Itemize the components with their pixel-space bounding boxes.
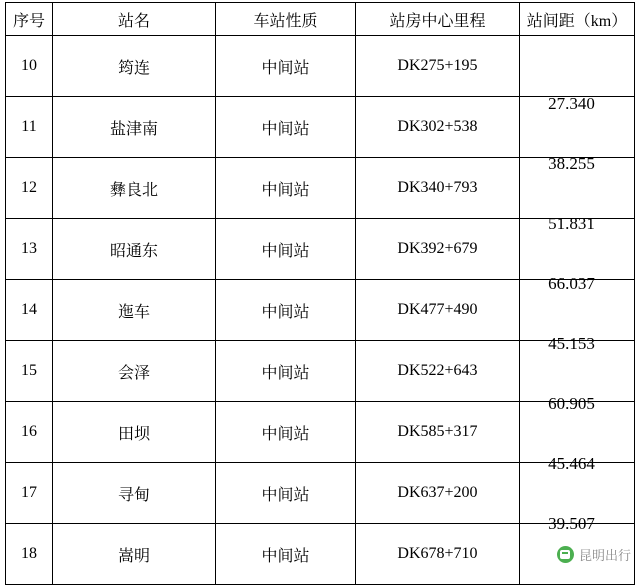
cell-distance-spacer — [520, 280, 635, 341]
cell-type: 中间站 — [216, 158, 356, 219]
wechat-account-icon — [557, 546, 574, 563]
cell-type: 中间站 — [216, 280, 356, 341]
cell-seq: 11 — [6, 97, 53, 158]
cell-distance-spacer — [520, 219, 635, 280]
cell-distance-spacer — [520, 402, 635, 463]
table-row — [6, 158, 635, 219]
cell-name: 会泽 — [53, 341, 216, 402]
table-body — [6, 36, 635, 585]
cell-name: 筠连 — [53, 36, 216, 97]
distance-value: 45.464 — [548, 454, 595, 473]
header-cell-mileage: 站房中心里程 — [356, 3, 520, 36]
cell-name: 寻甸 — [53, 463, 216, 524]
cell-seq: 10 — [6, 36, 53, 97]
cell-distance-spacer — [520, 158, 635, 219]
distance-value: 38.255 — [548, 154, 595, 173]
station-table — [5, 2, 635, 585]
cell-distance-spacer — [520, 341, 635, 402]
header-row — [6, 3, 635, 36]
cell-mileage: DK585+317 — [356, 402, 520, 463]
table-row — [6, 97, 635, 158]
cell-name: 彝良北 — [53, 158, 216, 219]
cell-type: 中间站 — [216, 402, 356, 463]
cell-type: 中间站 — [216, 97, 356, 158]
cell-seq: 18 — [6, 524, 53, 585]
cell-mileage: DK477+490 — [356, 280, 520, 341]
station-table-sheet — [5, 2, 634, 568]
cell-mileage: DK522+643 — [356, 341, 520, 402]
cell-distance-spacer — [520, 36, 635, 97]
table-row — [6, 280, 635, 341]
cell-name: 田坝 — [53, 402, 216, 463]
table-row — [6, 341, 635, 402]
cell-mileage: DK678+710 — [356, 524, 520, 585]
cell-seq: 12 — [6, 158, 53, 219]
table-row — [6, 219, 635, 280]
cell-name: 嵩明 — [53, 524, 216, 585]
cell-type: 中间站 — [216, 341, 356, 402]
distance-value: 45.153 — [548, 334, 595, 353]
cell-name: 昭通东 — [53, 219, 216, 280]
distance-value: 60.905 — [548, 394, 595, 413]
table-header — [6, 3, 635, 36]
cell-type: 中间站 — [216, 524, 356, 585]
distance-value: 66.037 — [548, 274, 595, 293]
cell-mileage: DK392+679 — [356, 219, 520, 280]
cell-seq: 17 — [6, 463, 53, 524]
cell-type: 中间站 — [216, 463, 356, 524]
table-row — [6, 402, 635, 463]
cell-type: 中间站 — [216, 36, 356, 97]
cell-name: 盐津南 — [53, 97, 216, 158]
cell-name: 迤车 — [53, 280, 216, 341]
header-cell-seq: 序号 — [6, 3, 53, 36]
cell-seq: 14 — [6, 280, 53, 341]
table-row — [6, 463, 635, 524]
cell-type: 中间站 — [216, 219, 356, 280]
distance-value: 51.831 — [548, 214, 595, 233]
table-row — [6, 36, 635, 97]
cell-mileage: DK302+538 — [356, 97, 520, 158]
cell-distance-spacer — [520, 463, 635, 524]
cell-mileage: DK275+195 — [356, 36, 520, 97]
cell-distance-spacer — [520, 97, 635, 158]
table-row — [6, 524, 635, 585]
header-cell-type: 车站性质 — [216, 3, 356, 36]
cell-seq: 15 — [6, 341, 53, 402]
distance-value: 27.340 — [548, 94, 595, 113]
watermark-label: 昆明出行 — [578, 548, 631, 563]
header-cell-distance: 站间距（km） — [520, 3, 635, 36]
watermark — [557, 545, 631, 564]
distance-value: 39.507 — [548, 514, 595, 533]
cell-seq: 16 — [6, 402, 53, 463]
cell-mileage: DK637+200 — [356, 463, 520, 524]
cell-mileage: DK340+793 — [356, 158, 520, 219]
header-cell-name: 站名 — [53, 3, 216, 36]
cell-seq: 13 — [6, 219, 53, 280]
